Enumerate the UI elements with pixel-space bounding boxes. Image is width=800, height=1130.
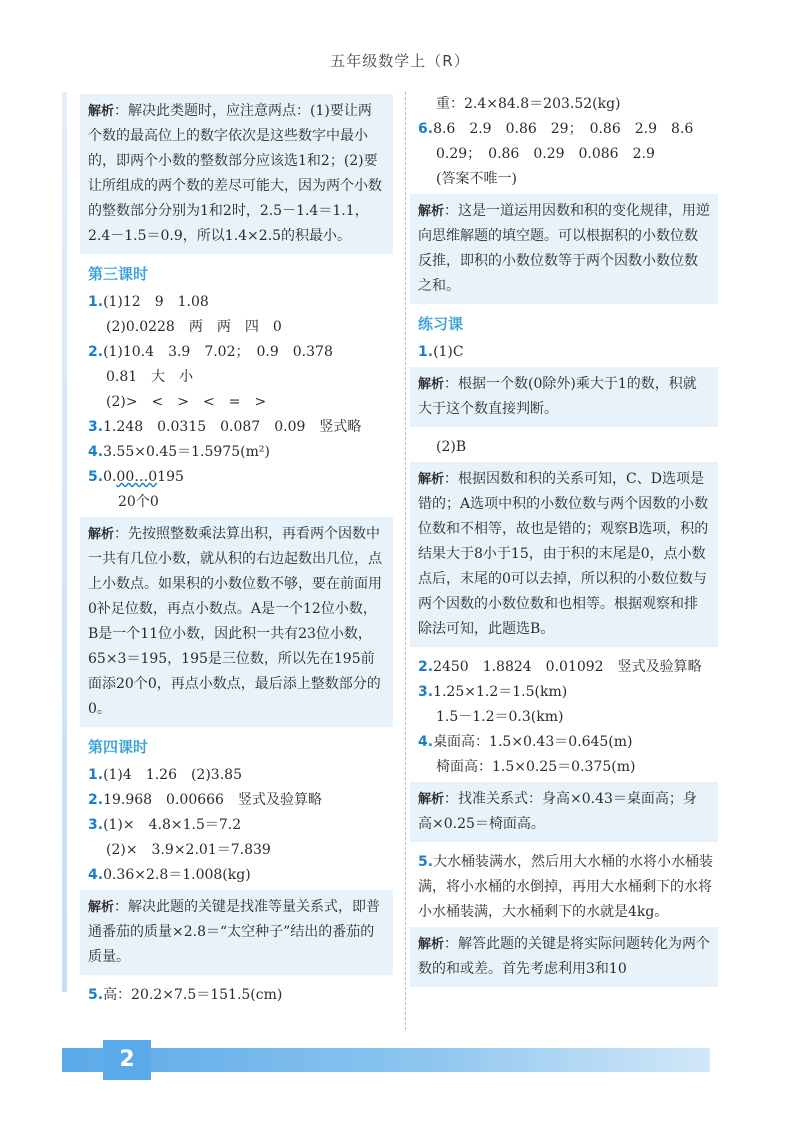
q1b-analysis xyxy=(410,462,718,647)
right-column xyxy=(418,92,718,995)
zeros-underbrace: 00…0 xyxy=(116,469,158,485)
analysis-label: 解析 xyxy=(418,472,445,487)
sec4-analysis xyxy=(80,890,393,975)
answer-item: 2.2450 1.8824 0.01092 竖式及验算略 xyxy=(418,659,702,675)
analysis-text: ：解决此类题时，应注意两点：(1)要让两个数的最高位上的数字依次是这些数字中最小的，即两个小数的整数部分应该选1和2；(2)要让所组成的两个数的差尽可能大，因为两个小数的整数部分分别为1和2时，2.5－1.4＝1.1，2.4－1.5＝0.9，所以1.4×2.5的积最小。 xyxy=(88,103,382,244)
answer-line: 0.81 大 小 xyxy=(106,369,194,385)
footer-bar xyxy=(62,1048,710,1072)
question-number: 3. xyxy=(418,684,434,700)
answer-line: 1.5－1.2＝0.3(km) xyxy=(436,709,564,725)
answer-item: 6.8.6 2.9 0.86 29； 0.86 2.9 8.6 xyxy=(418,121,694,137)
analysis-text: ：根据因数和积的关系可知，C、D选项是错的；A选项中积的小数位数与两个因数的小数位数和不相等，故也是错的；观察B选项，积的结果大于8小于15，由于积的末尾是0，点小数点后，末尾的0可以去掉，所以积的小数位数与两个因数的小数位数和也相等。根据观察和排除法可知，此题选B。 xyxy=(418,471,709,637)
answer-item: 1.(1)C xyxy=(418,344,464,360)
section-title: 第三课时 xyxy=(88,265,149,283)
analysis-label: 解析 xyxy=(418,204,445,219)
page-header: 五年级数学上（R） xyxy=(330,52,470,70)
analysis-text: ：找准关系式：身高×0.43＝桌面高；身高×0.25＝椅面高。 xyxy=(418,791,697,832)
answer-item: 1.(1)12 9 1.08 xyxy=(88,294,209,310)
question-number: 2. xyxy=(418,659,434,675)
section-title: 练习课 xyxy=(418,315,464,333)
answer-line: 重：2.4×84.8＝203.52(kg) xyxy=(436,96,621,112)
answer-item: 1.(1)4 1.26 (2)3.85 xyxy=(88,767,242,783)
question-number: 3. xyxy=(88,817,104,833)
analysis-label: 解析 xyxy=(88,527,115,542)
question-number: 3. xyxy=(88,419,104,435)
analysis-text: ：这是一道运用因数和积的变化规律，用逆向思维解题的填空题。可以根据积的小数位数反推，即积的小数位数等于两个因数小数位数之和。 xyxy=(418,203,711,294)
section-title: 第四课时 xyxy=(88,738,149,756)
question-number: 4. xyxy=(88,867,104,883)
question-number: 2. xyxy=(88,344,104,360)
question-number: 4. xyxy=(418,734,434,750)
answer-line: (2)> < > < = > xyxy=(106,394,267,410)
question-number: 1. xyxy=(418,344,434,360)
answer-item: 3.1.248 0.0315 0.087 0.09 竖式略 xyxy=(88,419,362,435)
question-number: 5. xyxy=(88,987,104,1003)
analysis-label: 解析 xyxy=(418,792,445,807)
answer-item: 3.(1)× 4.8×1.5＝7.2 xyxy=(88,817,242,833)
answer-line: (2)0.0228 两 两 四 0 xyxy=(106,319,282,335)
question-number: 6. xyxy=(418,121,434,137)
question-number: 1. xyxy=(88,767,104,783)
left-column xyxy=(88,92,393,1008)
answer-line: (答案不唯一) xyxy=(436,171,517,187)
question-number: 5. xyxy=(418,854,434,870)
analysis-label: 解析 xyxy=(88,104,115,119)
question-number: 4. xyxy=(88,444,104,460)
answer-item: 4.0.36×2.8＝1.008(kg) xyxy=(88,867,251,883)
analysis-text: ：解答此题的关键是将实际问题转化为两个数的和或差。首先考虑利用3和10 xyxy=(418,936,711,977)
answer-line: 椅面高：1.5×0.25＝0.375(m) xyxy=(436,759,636,775)
answer-item: 2.19.968 0.00666 竖式及验算略 xyxy=(88,792,322,808)
answer-line: (2)× 3.9×2.01＝7.839 xyxy=(106,842,271,858)
margin-strip xyxy=(62,92,67,992)
sec3-analysis xyxy=(80,517,393,727)
answer-item: 2.(1)10.4 3.9 7.02； 0.9 0.378 xyxy=(88,344,333,360)
answer-item: 5.高：20.2×7.5＝151.5(cm) xyxy=(88,987,283,1003)
q1a-analysis xyxy=(410,367,718,427)
analysis-text: ：解决此题的关键是找准等量关系式，即普通番茄的质量×2.8＝“太空种子”结出的番茄的质量。 xyxy=(88,899,381,965)
answer-line: 0.29； 0.86 0.29 0.086 2.9 xyxy=(436,146,655,162)
answer-item: 5.0.00…0195 xyxy=(88,469,184,485)
analysis-label: 解析 xyxy=(418,937,445,952)
intro-analysis xyxy=(80,94,393,254)
answer-line: (2)B xyxy=(436,439,467,455)
analysis-text: ：根据一个数(0除外)乘大于1的数，积就大于这个数直接判断。 xyxy=(418,376,697,417)
column-divider xyxy=(405,92,406,1030)
answer-item: 5.大水桶装满水，然后用大水桶的水将小水桶装满，将小水桶的水倒掉，再用大水桶剩下的水将小水桶装满，大水桶剩下的水就是4kg。 xyxy=(418,854,714,920)
answer-item: 4.3.55×0.45＝1.5975(m²) xyxy=(88,444,270,460)
analysis-label: 解析 xyxy=(88,900,115,915)
analysis-text: ：先按照整数乘法算出积，再看两个因数中一共有几位小数，就从积的右边起数出几位，点上小数点。如果积的小数位数不够，要在前面用0补足位数，再点小数点。A是一个12位小数，B是一个11位小数，因此积一共有23位小数，65×3＝195，195是三位数，所以先在195前面添20个0，再点小数点，最后添上整数部分的0。 xyxy=(88,526,382,717)
zero-count-note: 20个0 xyxy=(118,494,159,510)
question-number: 5. xyxy=(88,469,104,485)
page-number: 2 xyxy=(103,1040,151,1080)
q6-analysis xyxy=(410,194,718,304)
question-number: 2. xyxy=(88,792,104,808)
answer-item: 3.1.25×1.2＝1.5(km) xyxy=(418,684,568,700)
answer-item: 4.桌面高：1.5×0.43＝0.645(m) xyxy=(418,734,633,750)
question-number: 1. xyxy=(88,294,104,310)
q4-analysis xyxy=(410,782,718,842)
analysis-label: 解析 xyxy=(418,377,445,392)
q5-analysis xyxy=(410,927,718,987)
